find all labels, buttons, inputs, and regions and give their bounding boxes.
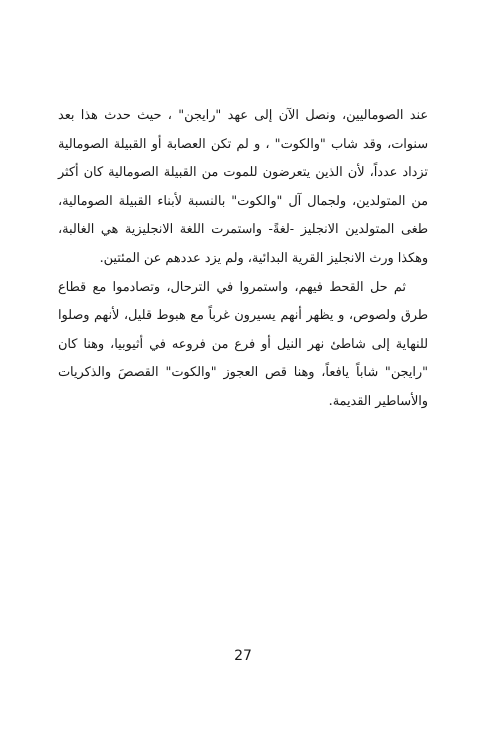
page-number: 27 [234, 648, 252, 664]
paragraph-1: عند الصوماليين، ونصل الآن إلى عهد "رايجن" ، حيث حدث هذا بعد سنوات، وقد شاب "والكوت" ، و لم تكن العصابة أو القبيلة الصومالية تزداد عدداً، لأن الذين يتعرضون للموت من القبيلة الصومالية كان أكثر من المتولدين، ولجمال آل "والكوت" بالنسبة لأبناء القبيلة الصومالية، طغى المتولدين الانجليز -لغةً- واستمرت اللغة الانجليزية هي الغالبة، وهكذا ورث الانجليز القرية البدائية، ولم يزد عددهم عن المئتين. [58, 108, 428, 266]
body-text [58, 102, 428, 417]
paragraph-2: ثم حل القحط فيهم، واستمروا في الترحال، وتصادموا مع قطاع طرق ولصوص، و يظهر أنهم يسيرون غرباً مع هبوط قليل، لأنهم وصلوا للنهاية إلى شاطئ نهر النيل أو فرع من فروعه في أثيوبيا، وهنا كان "رايجن" شاباً يافعاً، وهنا قص العجوز "والكوت" القصصَ والذكريات والأساطير القديمة. [58, 279, 428, 409]
